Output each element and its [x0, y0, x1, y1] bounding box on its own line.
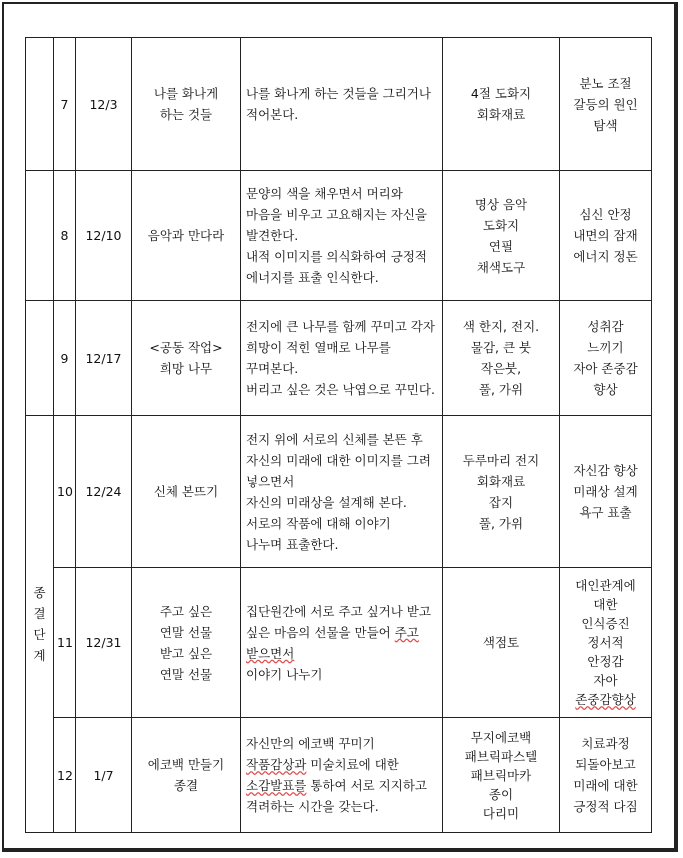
session-title: 주고 싶은 연말 선물 받고 싶은 연말 선물	[132, 568, 241, 718]
session-title: <공동 작업> 희망 나무	[132, 301, 241, 416]
stage-cell-empty	[26, 171, 54, 301]
session-materials: 두루마리 전지 회화재료 잡지 풀, 가위	[443, 416, 560, 568]
session-goals: 대인관계에 대한 인식증진 정서적 안정감 자아 존중감향상	[560, 568, 652, 718]
session-date: 12/3	[76, 38, 132, 171]
session-title: 신체 본뜨기	[132, 416, 241, 568]
session-goals: 자신감 향상 미래상 설계 욕구 표출	[560, 416, 652, 568]
stage-cell-empty	[26, 38, 54, 171]
table-row-session-11	[26, 568, 652, 718]
session-goals: 치료과정 되돌아보고 미래에 대한 긍정적 다짐	[560, 718, 652, 833]
session-materials: 4절 도화지 회화재료	[443, 38, 560, 171]
table-row-session-8	[26, 171, 652, 301]
session-goals: 성취감 느끼기 자아 존중감 향상	[560, 301, 652, 416]
session-goals: 심신 안정 내면의 잠재 에너지 정돈	[560, 171, 652, 301]
session-number: 9	[54, 301, 76, 416]
stage-label: 종결단계	[33, 585, 46, 663]
session-date: 12/10	[76, 171, 132, 301]
session-date: 12/17	[76, 301, 132, 416]
session-title: 나를 화나게 하는 것들	[132, 38, 241, 171]
session-date: 12/24	[76, 416, 132, 568]
stage-cell-closing	[26, 416, 54, 833]
session-activity: 자신만의 에코백 꾸미기 작품감상과 미술치료에 대한 소감발표를 통하여 서로 지지하고 격려하는 시간을 갖는다.	[241, 718, 443, 833]
spellcheck-underline: 주고 받으면서	[246, 624, 419, 661]
session-goals: 분노 조절 갈등의 원인 탐색	[560, 38, 652, 171]
session-number: 8	[54, 171, 76, 301]
session-number: 7	[54, 38, 76, 171]
session-activity: 전지 위에 서로의 신체를 본뜬 후 자신의 미래에 대한 이미지를 그려 넣으면서 자신의 미래상을 설계해 본다. 서로의 작품에 대해 이야기 나누며 표출한다.	[241, 416, 443, 568]
session-title: 음악과 만다라	[132, 171, 241, 301]
table-row-session-7	[26, 38, 652, 171]
spellcheck-underline: 작품감상과	[246, 757, 307, 772]
spellcheck-underline: 소감발표를	[246, 778, 307, 793]
session-number: 11	[54, 568, 76, 718]
session-activity: 문양의 색을 채우면서 머리와 마음을 비우고 고요해지는 자신을 발견한다. 내적 이미지를 의식화하여 긍정적 에너지를 표출 인식한다.	[241, 171, 443, 301]
session-activity: 집단원간에 서로 주고 싶거나 받고 싶은 마음의 선물을 만들어 주고 받으면서 이야기 나누기	[241, 568, 443, 718]
table-row-session-9	[26, 301, 652, 416]
session-date: 1/7	[76, 718, 132, 833]
session-number: 12	[54, 718, 76, 833]
session-materials: 색점토	[443, 568, 560, 718]
session-materials: 명상 음악 도화지 연필 채색도구	[443, 171, 560, 301]
stage-cell-empty	[26, 301, 54, 416]
session-materials: 색 한지, 전지. 물감, 큰 붓 작은붓, 풀, 가위	[443, 301, 560, 416]
session-date: 12/31	[76, 568, 132, 718]
session-number: 10	[54, 416, 76, 568]
program-table	[25, 37, 652, 833]
session-activity: 전지에 큰 나무를 함께 꾸미고 각자 희망이 적힌 열매로 나무를 꾸며본다. 버리고 싶은 것은 낙엽으로 꾸민다.	[241, 301, 443, 416]
table-row-session-12	[26, 718, 652, 833]
session-materials: 무지에코백 패브릭파스텔 패브릭마카 종이 다리미	[443, 718, 560, 833]
table-row-session-10	[26, 416, 652, 568]
session-title: 에코백 만들기 종결	[132, 718, 241, 833]
session-activity: 나를 화나게 하는 것들을 그리거나 적어본다.	[241, 38, 443, 171]
